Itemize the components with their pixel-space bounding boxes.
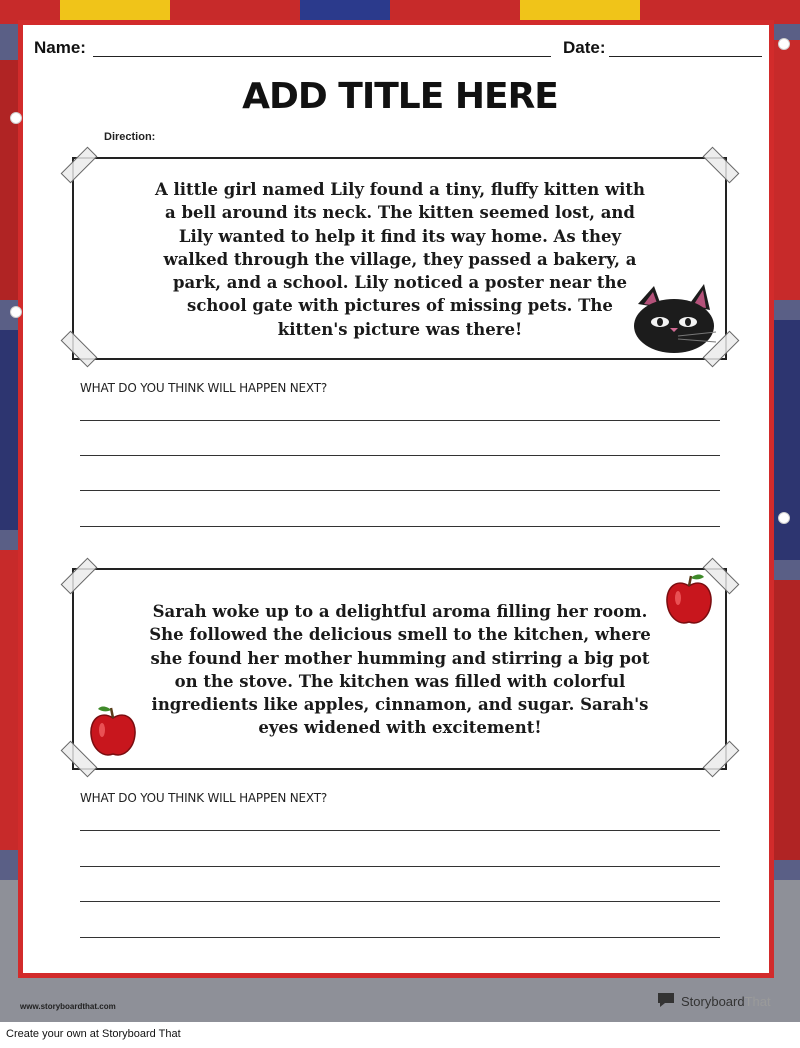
answer-line[interactable] (80, 490, 720, 491)
answer-line[interactable] (80, 526, 720, 527)
direction-label: Direction: (104, 131, 156, 143)
question-label-1: WHAT DO YOU THINK WILL HAPPEN NEXT? (80, 381, 328, 395)
brand-name-light: That (744, 994, 771, 1009)
footer-url[interactable]: www.storyboardthat.com (20, 1002, 116, 1011)
story-line: eyes widened with excitement! (258, 718, 542, 738)
story-line: She followed the delicious smell to the kitchen, where (149, 625, 651, 645)
binder-hole (778, 38, 790, 50)
binder-hole (778, 512, 790, 524)
date-field[interactable] (609, 56, 762, 57)
story-line: A little girl named Lily found a tiny, fluffy kitten with (154, 180, 646, 199)
story-text-2 (110, 600, 690, 740)
question-label-2: WHAT DO YOU THINK WILL HAPPEN NEXT? (80, 791, 328, 805)
storyboardthat-logo[interactable] (656, 992, 771, 1011)
story-line: Sarah woke up to a delightful aroma filling her room. (152, 602, 648, 621)
brand-name: Storyboard (681, 994, 745, 1009)
story-line: kitten's picture was there! (277, 319, 523, 339)
speech-bubble-icon (656, 992, 676, 1011)
answer-line[interactable] (80, 420, 720, 421)
answer-line[interactable] (80, 937, 720, 938)
story-line: walked through the village, they passed a bakery, a (163, 249, 637, 269)
answer-line[interactable] (80, 830, 720, 831)
page-title[interactable]: ADD TITLE HERE (242, 76, 558, 117)
credit-text[interactable]: Create your own at Storyboard That (6, 1028, 181, 1040)
story-line: park, and a school. Lily noticed a poster near the (172, 273, 628, 293)
story-line: she found her mother humming and stirring a big pot (150, 648, 650, 668)
story-line: Lily wanted to help it find its way home. As they (178, 226, 622, 246)
apple-icon (88, 704, 138, 758)
binder-hole (10, 306, 22, 318)
apple-icon (664, 572, 714, 626)
answer-line[interactable] (80, 455, 720, 456)
story-line: ingredients like apples, cinnamon, and sugar. Sarah's (151, 695, 649, 715)
story-line: a bell around its neck. The kitten seemed lost, and (165, 203, 635, 223)
date-label: Date: (563, 38, 606, 57)
story-line: on the stove. The kitchen was filled with colorful (174, 671, 626, 691)
name-label: Name: (34, 38, 86, 57)
black-cat-icon (630, 284, 720, 356)
name-field[interactable] (93, 56, 551, 57)
answer-line[interactable] (80, 901, 720, 902)
answer-line[interactable] (80, 866, 720, 867)
story-line: school gate with pictures of missing pets. The (187, 296, 613, 316)
story-text-1 (110, 178, 690, 341)
